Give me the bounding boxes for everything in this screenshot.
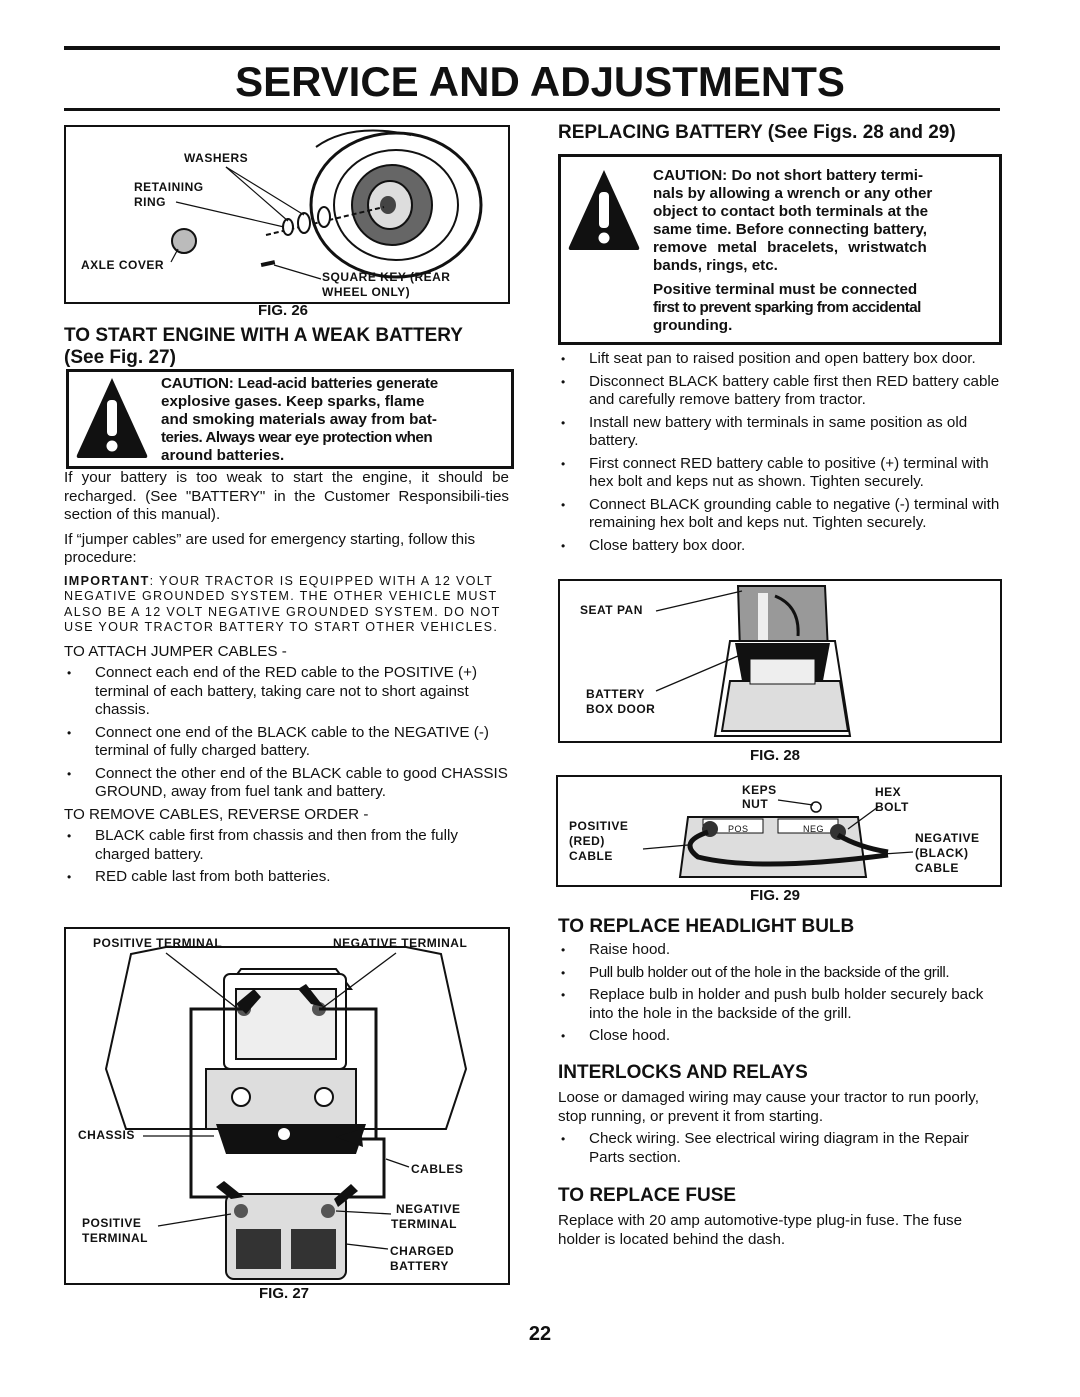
paragraph: If “jumper cables” are used for emergency starting, follow this procedure: [64,530,476,566]
label-positive-1: POSITIVE [569,819,629,833]
label-square-key-2: WHEEL ONLY) [322,285,411,299]
list-item: • Install new battery with terminals in same position as old battery. [558,414,1002,451]
label-negative-1: NEGATIVE [915,831,980,845]
caution-line: CAUTION: Lead-acid batteries generate [161,375,439,392]
label-chassis: CHASSIS [78,1128,135,1142]
label-negative-terminal-top: NEGATIVE TERMINAL [333,936,468,950]
list-item: • Replace bulb in holder and push bulb holder securely back into the hole in the backside of the grill. [558,986,1002,1023]
interlocks-heading: INTERLOCKS AND RELAYS [558,1062,808,1083]
caution-box-lead-acid [66,369,514,469]
list-item: • Connect the other end of the BLACK cable to good CHASSIS GROUND, away from fuel tank and battery. [64,765,509,802]
list-item: • First connect RED battery cable to positive (+) terminal with hex bolt and keps nut as shown. Tighten securely. [558,455,1002,492]
list-item: • Connect each end of the RED cable to the POSITIVE (+) terminal of each battery, taking care not to short against chassis. [64,664,509,720]
label-negative-3: CABLE [915,861,959,875]
fuse-body [558,1212,1002,1255]
page-title: SERVICE AND ADJUSTMENTS [235,58,845,105]
caution-line: object to contact both terminals at the [653,203,929,220]
list-item: • Raise hood. [558,941,1002,960]
list-item: • Check wiring. See electrical wiring diagram in the Repair Parts section. [558,1130,1002,1167]
list-item: • Connect BLACK grounding cable to negative (-) terminal with remaining hex bolt and keps nut. Tighten securely. [558,496,1002,533]
label-negative-2: (BLACK) [915,846,969,860]
label-battery-1: BATTERY [586,687,645,701]
important-note [64,574,509,636]
warning-icon [74,375,150,461]
caution-line: Positive terminal must be connected [653,281,918,298]
attach-steps [64,664,509,802]
caution-line: same time. Before connecting battery, [653,221,928,238]
replacing-battery-body [558,350,1002,559]
figure-27-caption: FIG. 27 [259,1285,310,1302]
caution-line: around batteries. [161,447,285,464]
label-charged-2: BATTERY [390,1259,449,1273]
caution-line: nals by allowing a wrench or any other [653,185,933,202]
label-cables: CABLES [411,1162,464,1176]
remove-steps [64,827,509,887]
figure-26 [64,125,510,304]
list-item: • Disconnect BLACK battery cable first then RED battery cable and carefully remove battery from tractor. [558,373,1002,410]
interlocks-body [558,1089,1002,1171]
remove-heading: TO REMOVE CABLES, REVERSE ORDER - [64,805,369,823]
replace-battery-steps [558,350,1002,555]
label-negative-2: TERMINAL [391,1217,457,1231]
caution-line: explosive gases. Keep sparks, flame [161,393,425,410]
important-label: IMPORTANT [64,573,150,588]
label-retaining-ring-2: RING [134,195,166,209]
label-pos-mark: POS [728,824,749,834]
caution-line: first to prevent sparking from accidental [653,299,921,316]
label-neg-mark: NEG [803,824,825,834]
list-item: • Close hood. [558,1027,1002,1046]
fuse-heading: TO REPLACE FUSE [558,1185,737,1206]
list-item: • Close battery box door. [558,537,1002,556]
caution-text-terminals [653,167,973,335]
paragraph: Loose or damaged wiring may cause your tractor to run poorly, stop running, or prevent it from starting. [558,1089,979,1125]
title-rule [64,108,1000,111]
caution-box-terminals [558,154,1002,345]
label-negative-1: NEGATIVE [396,1202,461,1216]
weak-battery-heading-1: TO START ENGINE WITH A WEAK BATTERY [64,325,463,346]
label-positive-terminal-top: POSITIVE TERMINAL [93,936,223,950]
replacing-battery-heading: REPLACING BATTERY (See Figs. 28 and 29) [558,122,956,143]
label-charged-1: CHARGED [390,1244,455,1258]
headlight-body [558,941,1002,1050]
important-text: : YOUR TRACTOR IS EQUIPPED WITH A 12 VOLT NEGATIVE GROUNDED SYSTEM. THE OTHER VEHICLE MUST ALSO BE A 12 VOLT NEGATIVE GROUNDED SYSTEM. DO NOT USE YOUR TRACTOR BATTERY TO START OTHER VEHICLES. [64,573,501,634]
caution-line: remove metal bracelets, wristwatch [653,239,927,256]
page-number: 22 [528,1323,552,1345]
list-item: • Pull bulb holder out of the hole in the backside of the grill. [558,964,1002,983]
weak-battery-body [64,469,509,891]
caution-text-lead-acid [161,375,506,465]
label-battery-2: BOX DOOR [586,702,656,716]
label-washers: WASHERS [184,151,249,165]
headlight-steps [558,941,1002,1046]
label-positive-1: POSITIVE [82,1216,142,1230]
figure-29 [556,775,1002,887]
label-retaining-ring-1: RETAINING [134,180,204,194]
figure-26-caption: FIG. 26 [258,302,309,319]
top-rule [64,46,1000,50]
caution-line: and smoking materials away from bat- [161,411,437,428]
label-positive-2: TERMINAL [82,1231,148,1245]
label-square-key-1: SQUARE KEY (REAR [322,270,451,284]
label-keps-2: NUT [742,797,769,811]
list-item: • RED cable last from both batteries. [64,868,509,887]
label-positive-3: CABLE [569,849,613,863]
warning-icon [566,167,642,253]
headlight-heading: TO REPLACE HEADLIGHT BULB [558,916,855,937]
attach-heading: TO ATTACH JUMPER CABLES - [64,642,287,660]
figure-29-caption: FIG. 29 [750,887,801,904]
figure-28 [558,579,1002,743]
caution-line: CAUTION: Do not short battery termi- [653,167,924,184]
list-item: • Lift seat pan to raised position and open battery box door. [558,350,1002,369]
weak-battery-heading-2: (See Fig. 27) [64,347,176,368]
label-axle-cover: AXLE COVER [81,258,165,272]
caution-line: grounding. [653,317,733,334]
list-item: • Connect one end of the BLACK cable to the NEGATIVE (-) terminal of fully charged battery. [64,724,509,761]
figure-27 [64,927,510,1285]
caution-line: bands, rings, etc. [653,257,778,274]
list-item: • BLACK cable first from chassis and then from the fully charged battery. [64,827,509,864]
label-positive-2: (RED) [569,834,605,848]
label-hex-2: BOLT [875,800,909,814]
paragraph: If your battery is too weak to start the engine, it should be recharged. (See "BATTERY" in the Customer Responsibili-ties section of this manual). [64,469,509,523]
interlocks-steps [558,1130,1002,1167]
label-hex-1: HEX [875,785,902,799]
label-seat-pan: SEAT PAN [580,603,643,617]
label-keps-1: KEPS [742,783,777,797]
caution-line: teries. Always wear eye protection when [161,429,433,446]
paragraph: Replace with 20 amp automotive-type plug-in fuse. The fuse holder is located behind the dash. [558,1212,963,1248]
figure-28-caption: FIG. 28 [750,747,801,764]
